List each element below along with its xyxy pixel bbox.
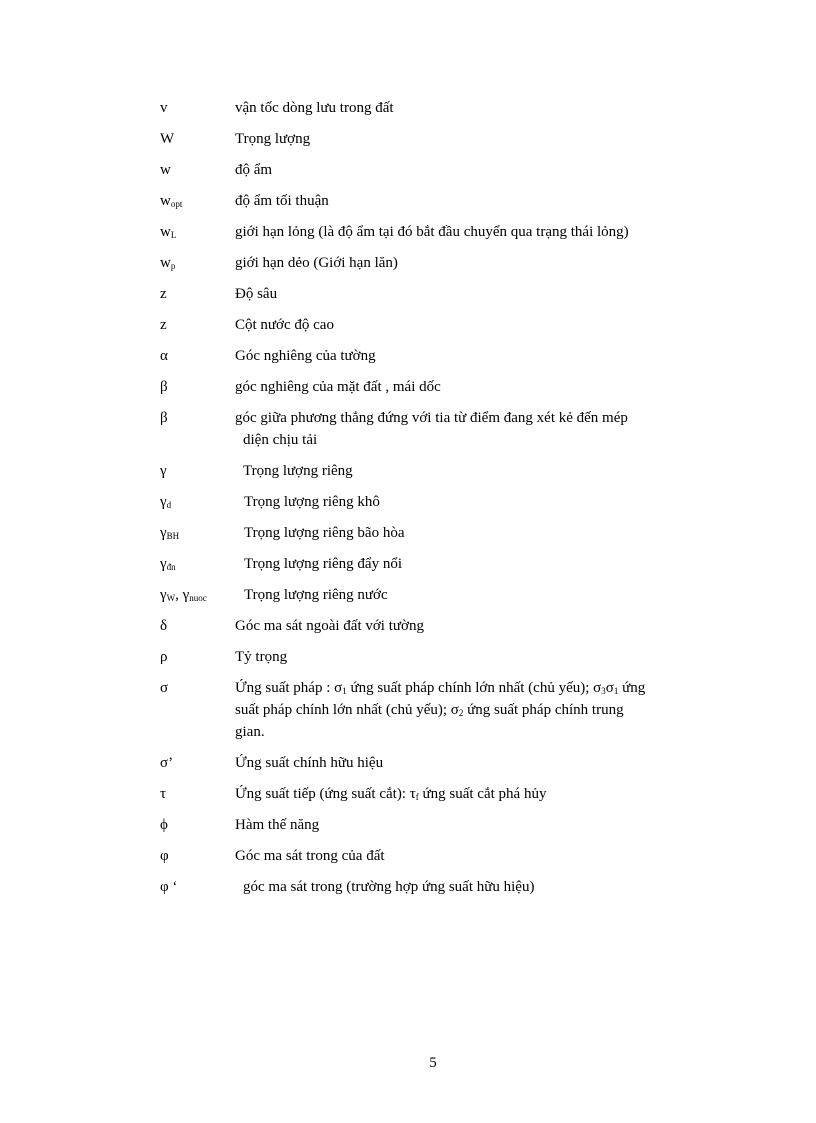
definition: Trọng lượng riêng bão hòa: [244, 525, 405, 541]
symbol-subscript: opt: [170, 199, 183, 209]
symbol: σ: [160, 680, 169, 696]
symbol: β: [160, 379, 168, 395]
list-item: [160, 190, 720, 212]
definition-text: ứng suất pháp chính trung: [463, 702, 624, 718]
symbol: v: [160, 100, 168, 116]
list-item: [160, 646, 720, 668]
definition: giới hạn dẻo (Giới hạn lăn): [235, 255, 398, 271]
definition-text: ứng: [618, 680, 646, 696]
symbol: [160, 221, 235, 243]
page-number: 5: [429, 1055, 437, 1071]
definition: [235, 783, 720, 805]
list-item: [160, 814, 720, 836]
definition-text: Ứng suất tiếp (ứng suất cắt): τ: [235, 786, 416, 802]
definition: góc ma sát trong (trường hợp ứng suất hữu hiệu): [243, 879, 535, 895]
symbol: φ ‘: [160, 879, 178, 895]
list-item: [160, 460, 720, 482]
definition: Trọng lượng riêng đẩy nổi: [244, 556, 403, 572]
definition: giới hạn lỏng (là độ ẩm tại đó bắt đầu chuyển qua trạng thái lỏng): [235, 224, 629, 240]
definition: góc nghiêng của mặt đất , mái dốc: [235, 379, 441, 395]
symbol: [160, 522, 235, 544]
symbol: γ: [160, 463, 167, 479]
definition: Trọng lượng: [235, 131, 311, 147]
symbol: δ: [160, 618, 168, 634]
definition-subscript: 1: [342, 686, 347, 696]
symbol-subscript: đn: [166, 562, 176, 572]
definition-text: ứng suất cắt phá hủy: [418, 786, 547, 802]
list-item: [160, 615, 720, 637]
list-item: [160, 283, 720, 305]
definition: Trọng lượng riêng khô: [244, 494, 380, 510]
definition-subscript: 2: [458, 708, 464, 718]
symbol-subscript: L: [170, 230, 177, 240]
definition-line-1: góc giữa phương thẳng đứng với tia từ điểm đang xét kẻ đến mép: [235, 410, 628, 426]
symbol-base: γ: [160, 556, 167, 572]
symbol-base-2: , γ: [175, 587, 190, 603]
definition: Góc ma sát ngoài đất với tường: [235, 618, 424, 634]
symbol: [160, 584, 235, 606]
list-item: [160, 314, 720, 336]
symbol: α: [160, 348, 168, 364]
definition: Độ sâu: [235, 286, 278, 302]
list-item: [160, 159, 720, 181]
symbol-subscript: W: [166, 593, 176, 603]
definition: Trọng lượng riêng: [243, 463, 353, 479]
symbol-list: [160, 97, 720, 907]
definition-text: ứng suất pháp chính lớn nhất (chủ yếu); σ: [346, 680, 602, 696]
definition: vận tốc dòng lưu trong đất: [235, 100, 394, 116]
definition: Hàm thế năng: [235, 817, 320, 833]
symbol: ϕ: [160, 817, 168, 833]
definition-subscript: 3: [601, 686, 606, 696]
definition-text: Ứng suất pháp : σ: [235, 680, 343, 696]
symbol-subscript: d: [166, 500, 172, 510]
definition-text: suất pháp chính lớn nhất (chủ yếu); σ: [235, 702, 459, 718]
symbol-base: w: [160, 224, 171, 240]
symbol: [160, 553, 235, 575]
symbol: ρ: [160, 649, 168, 665]
definition: Cột nước độ cao: [235, 317, 334, 333]
list-item: [160, 221, 720, 243]
symbol-base: w: [160, 255, 171, 271]
definition-subscript: f: [415, 792, 419, 802]
list-item: [160, 845, 720, 867]
list-item: [160, 752, 720, 774]
list-item: [160, 97, 720, 119]
list-item: [160, 252, 720, 274]
definition: [235, 407, 720, 451]
definition: độ ẩm: [235, 162, 273, 178]
symbol: [160, 190, 235, 212]
list-item: [160, 345, 720, 367]
symbol: σ’: [160, 755, 174, 771]
list-item: [160, 376, 720, 398]
symbol-subscript-2: nuoc: [189, 593, 207, 603]
symbol: [160, 252, 235, 274]
symbol-base: γ: [160, 587, 167, 603]
symbol: β: [160, 410, 168, 426]
definition-text: gian.: [235, 724, 265, 740]
definition: Ứng suất chính hữu hiệu: [235, 755, 384, 771]
definition-subscript: 1: [613, 686, 619, 696]
symbol-base: w: [160, 193, 171, 209]
definition: Tỷ trọng: [235, 649, 288, 665]
list-item: [160, 491, 720, 513]
definition-line-2: diện chịu tải: [243, 432, 318, 448]
symbol: W: [160, 131, 175, 147]
list-item: [160, 128, 720, 150]
symbol: z: [160, 286, 167, 302]
symbol: z: [160, 317, 167, 333]
definition: Góc nghiêng của tường: [235, 348, 376, 364]
symbol-base: γ: [160, 494, 167, 510]
symbol-subscript: p: [170, 261, 176, 271]
list-item: [160, 584, 720, 606]
symbol: φ: [160, 848, 169, 864]
list-item: [160, 677, 720, 743]
list-item: [160, 553, 720, 575]
symbol-base: γ: [160, 525, 167, 541]
list-item: [160, 407, 720, 451]
symbol: w: [160, 162, 171, 178]
definition: Góc ma sát trong của đất: [235, 848, 385, 864]
symbol: τ: [160, 786, 167, 802]
list-item: [160, 783, 720, 805]
list-item: [160, 876, 720, 898]
symbol-subscript: BH: [166, 531, 180, 541]
definition: [235, 677, 720, 743]
list-item: [160, 522, 720, 544]
definition-text: σ: [605, 680, 614, 696]
definition: độ ẩm tối thuận: [235, 193, 329, 209]
symbol: [160, 491, 235, 513]
definition: Trọng lượng riêng nước: [244, 587, 388, 603]
